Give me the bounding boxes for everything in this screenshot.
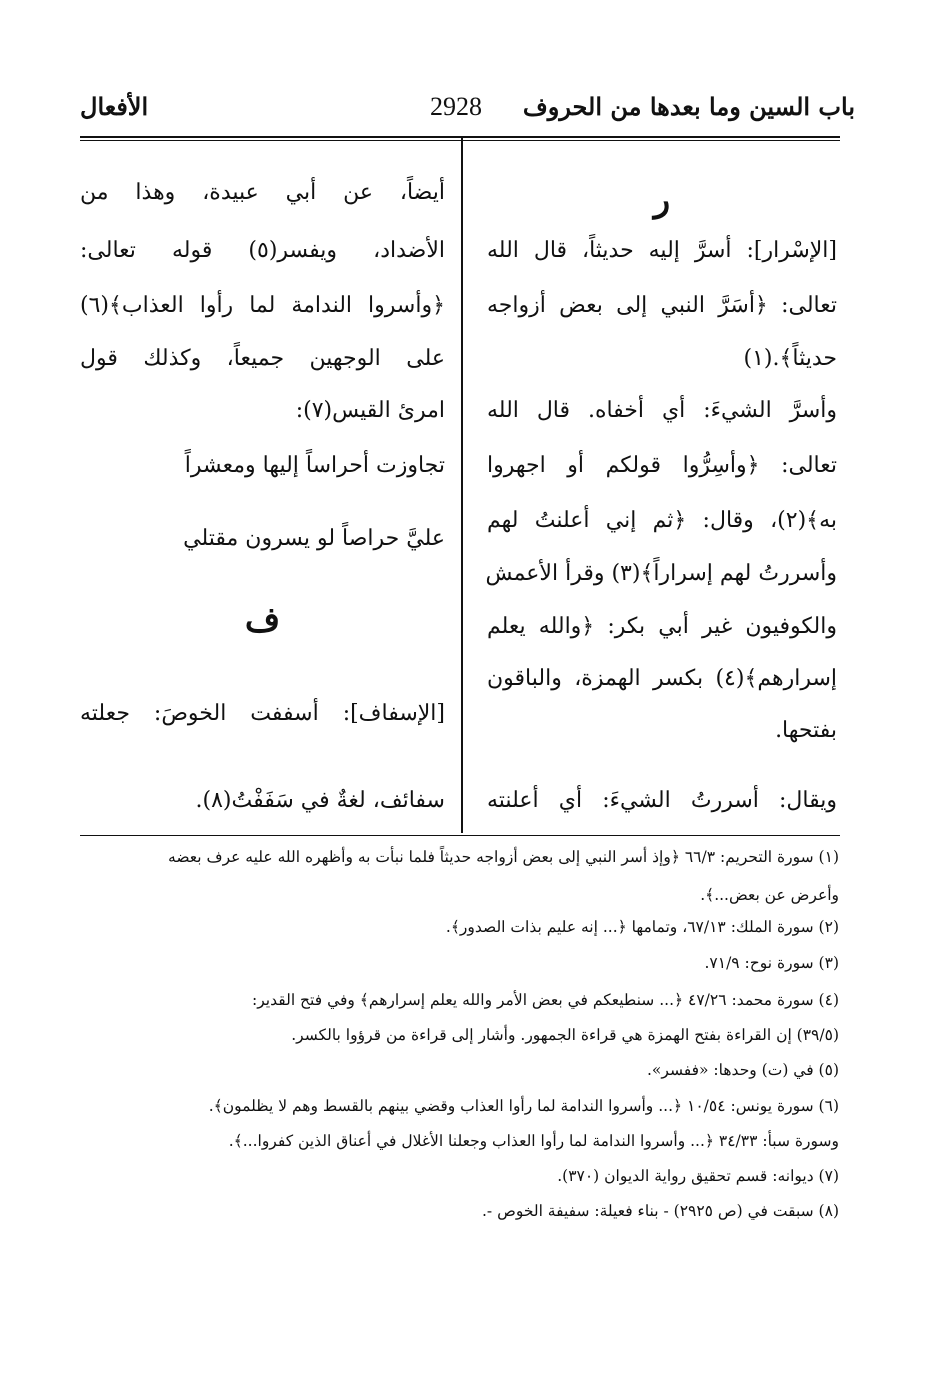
footnote-line: (٤) سورة محمد: ٤٧/٢٦ ﴿... سنطيعكم في بعض الأمر والله يعلم إسرارهم﴾ وفي فتح القدير: [252, 991, 839, 1009]
text-line: تعالى: ﴿أسَرَّ النبي إلى بعض أزواجه [487, 293, 837, 318]
text-line: بفتحها. [775, 718, 837, 743]
text-line: على الوجهين جميعاً، وكذلك قول [80, 346, 445, 371]
footnote-line: وسورة سبأ: ٣٤/٣٣ ﴿... وأسروا الندامة لما رأوا العذاب وجعلنا الأغلال في أعناق الذين كفروا...﴾. [228, 1132, 839, 1150]
section-title: الأفعال [80, 92, 149, 121]
text-line: وأسرَّ الشيءَ: أي أخفاه. قال الله [487, 398, 837, 423]
footnote-line: (٨) سبقت في (ص ٢٩٢٥) - بناء فعيلة: سفيفة الخوص -. [482, 1202, 839, 1220]
footnote-line: (٢) سورة الملك: ٦٧/١٣، وتمامها ﴿... إنه عليم بذات الصدور﴾. [445, 918, 839, 936]
text-line: أيضاً، عن أبي عبيدة، وهذا من [80, 180, 445, 205]
text-line: وأسررتُ لهم إسراراً﴾(٣) وقرأ الأعمش [485, 561, 837, 586]
poem-verse: تجاوزت أحراساً إليها ومعشراً [184, 453, 445, 478]
column-divider [461, 138, 463, 833]
text-line: ويقال: أسررتُ الشيءَ: أي أعلنته [487, 788, 837, 813]
page-number: 2928 [430, 92, 482, 121]
chapter-title: باب السين وما بعدها من الحروف [522, 92, 855, 121]
text-line: إسرارهم﴾(٤) بكسر الهمزة، والباقون [487, 666, 837, 691]
text-line: امرئ القيس(٧): [295, 398, 445, 423]
footnote-line: (٣) سورة نوح: ٧١/٩. [704, 954, 839, 972]
section-letter: ف [244, 600, 281, 640]
text-line: سفائف، لغةٌ في سَفَفْتُ(٨). [195, 788, 445, 813]
header-rule [80, 136, 840, 138]
text-line: ﴿وأسروا الندامة لما رأوا العذاب﴾(٦) [80, 293, 445, 318]
section-letter: ر [653, 180, 671, 220]
running-header [80, 92, 855, 132]
footnote-line: (٦) سورة يونس: ١٠/٥٤ ﴿... وأسروا الندامة لما رأوا العذاب وقضي بينهم بالقسط وهم لا يظلمون﴾. [208, 1097, 839, 1115]
text-line: [الإسْرار]: أسرَّ إليه حديثاً، قال الله [487, 238, 837, 263]
text-line: تعالى: ﴿وأسِرُّوا قولكم أو اجهروا [487, 453, 837, 478]
text-line: حديثاً﴾.(١) [743, 346, 837, 371]
footnote-line: (٧) ديوانه: قسم تحقيق رواية الديوان (٣٧٠). [557, 1167, 839, 1185]
text-line: والكوفيون غير أبي بكر: ﴿والله يعلم [487, 614, 837, 639]
text-line: [الإسفاف]: أسففت الخوصَ: جعلته [80, 701, 445, 726]
text-line: به﴾(٢)، وقال: ﴿ثم إني أعلنتُ لهم [487, 508, 837, 533]
poem-verse: عليَّ حراصاً لو يسرون مقتلي [183, 526, 445, 551]
footnote-line: (٣٩/٥) إن القراءة بفتح الهمزة هي قراءة الجمهور. وأشار إلى قراءة من قرؤوا بالكسر. [291, 1026, 839, 1044]
text-line: الأضداد، ويفسر(٥) قوله تعالى: [80, 238, 445, 263]
footnote-line: (٥) في (ت) وحدها: «ففسر». [646, 1061, 839, 1079]
footnote-line: (١) سورة التحريم: ٦٦/٣ ﴿وإذ أسر النبي إلى بعض أزواجه حديثاً فلما نبأت به وأظهره الله عليه عرف بعضه [168, 848, 839, 866]
footnote-line: وأعرض عن بعض...﴾. [700, 886, 839, 904]
header-rule-thin [80, 140, 840, 141]
footnote-rule [80, 835, 840, 836]
